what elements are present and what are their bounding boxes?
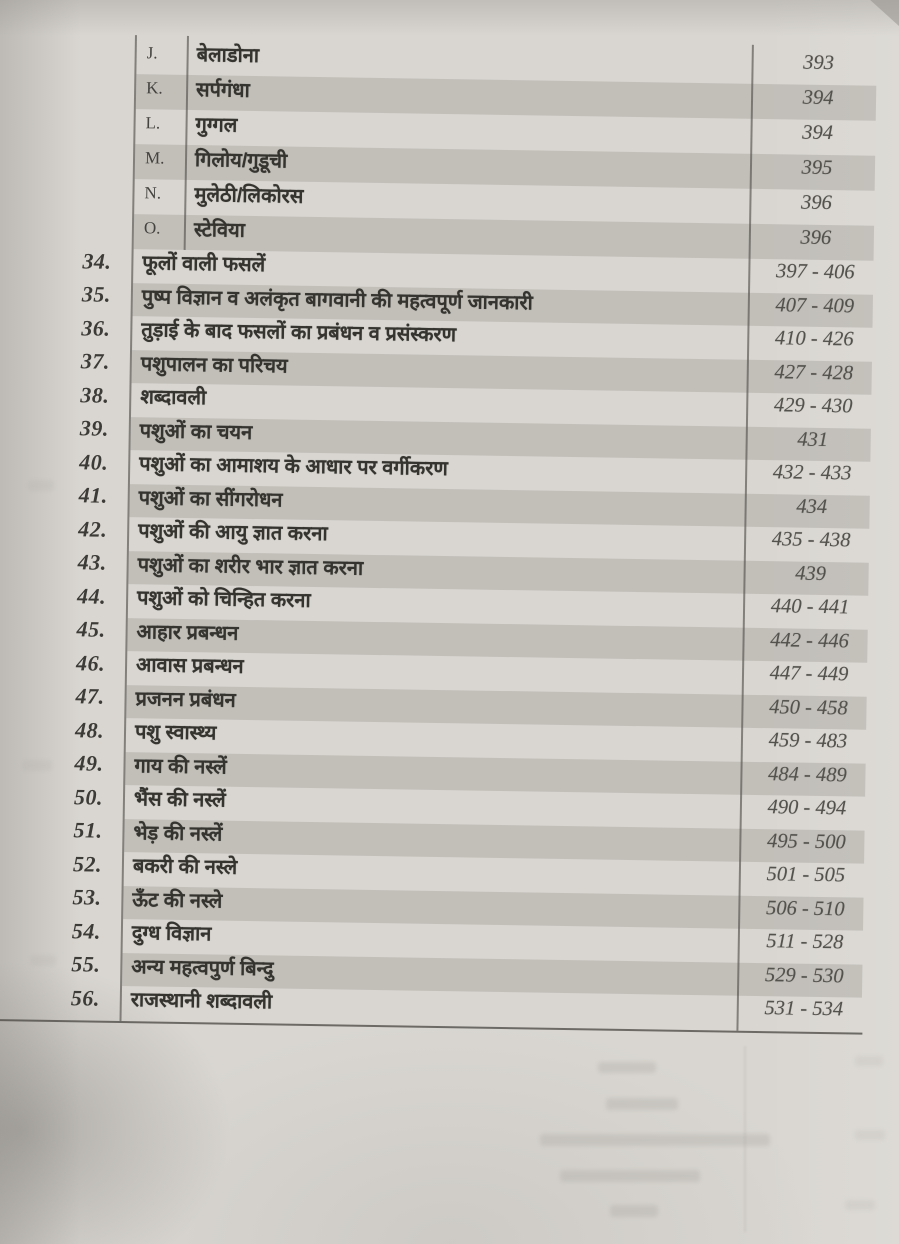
item-title: पशुओं का सींगरोधन	[138, 486, 283, 512]
item-pages: 501 - 505	[766, 863, 846, 887]
item-number: 45.	[76, 616, 106, 642]
item-pages: 432 - 433	[772, 461, 852, 485]
item-title: भेड़ की नस्लें	[133, 821, 223, 846]
bleed-through-mark	[855, 1056, 883, 1066]
item-number: 37.	[80, 348, 111, 375]
item-pages: 396	[800, 226, 832, 250]
toc-table	[0, 33, 899, 1027]
item-title: प्रजनन प्रबंधन	[135, 687, 236, 712]
item-pages: 434	[796, 495, 828, 518]
bleed-through-mark	[540, 1134, 770, 1146]
bleed-through-line	[744, 1046, 746, 1232]
item-letter: N.	[144, 182, 162, 203]
item-title: दुग्ध विज्ञान	[131, 922, 212, 946]
item-title: पशुओं का आमाशय के आधार पर वर्गीकरण	[139, 453, 448, 481]
item-pages: 529 - 530	[764, 963, 844, 988]
item-pages: 393	[803, 51, 835, 75]
item-pages: 431	[797, 428, 829, 451]
item-pages: 447 - 449	[769, 662, 849, 686]
toc-item-rows	[0, 243, 896, 1028]
bleed-through-mark	[560, 1170, 700, 1182]
item-number: 43.	[77, 549, 107, 575]
item-number: 42.	[78, 516, 108, 542]
page-corner-shadow	[863, 0, 899, 26]
item-letter: M.	[144, 147, 165, 168]
item-title: स्टेविया	[193, 219, 246, 242]
item-number: 54.	[71, 917, 102, 944]
bleed-through-mark	[28, 480, 54, 491]
item-pages: 427 - 428	[774, 360, 854, 385]
item-number: 49.	[74, 750, 104, 776]
item-letter: L.	[145, 112, 161, 133]
item-pages: 450 - 458	[769, 695, 848, 720]
item-pages: 429 - 430	[773, 394, 853, 418]
item-pages: 435 - 438	[771, 528, 851, 552]
item-number: 38.	[80, 382, 110, 408]
bleed-through-mark	[845, 1200, 875, 1210]
item-number: 56.	[70, 984, 101, 1011]
item-number: 47.	[75, 683, 105, 709]
item-title: पशु स्वास्थ्य	[134, 721, 217, 745]
item-title: आवास प्रबन्धन	[135, 654, 244, 679]
item-number: 51.	[73, 817, 103, 843]
item-number: 48.	[74, 717, 105, 743]
item-number: 55.	[71, 951, 101, 977]
item-title: फूलों वाली फसलें	[142, 252, 266, 277]
item-title: राजस्थानी शब्दावली	[130, 989, 273, 1014]
item-pages: 440 - 441	[770, 595, 850, 619]
item-number: 40.	[79, 449, 109, 475]
item-title: सर्पगंधा	[195, 79, 250, 102]
item-number: 41.	[78, 482, 108, 508]
item-number: 46.	[75, 650, 106, 676]
item-pages: 394	[801, 121, 834, 145]
bleed-through-mark	[30, 955, 56, 966]
bleed-through-mark	[598, 1062, 656, 1073]
item-pages: 459 - 483	[768, 729, 848, 753]
item-title: बकरी की नस्ले	[132, 855, 238, 880]
item-pages: 511 - 528	[766, 930, 844, 954]
item-pages: 442 - 446	[770, 628, 850, 653]
item-letter: K.	[146, 77, 163, 98]
item-number: 50.	[73, 784, 104, 810]
bleed-through-mark	[22, 760, 52, 771]
item-title: भैंस की नस्लें	[133, 788, 226, 812]
item-pages: 394	[802, 86, 834, 110]
bleed-through-mark	[606, 1098, 678, 1110]
item-title: गिलोय/गुडूची	[194, 149, 288, 173]
item-title: शब्दावली	[140, 386, 207, 410]
item-title: पशुओं का शरीर भार ज्ञात करना	[137, 553, 364, 580]
item-pages: 397 - 406	[775, 260, 855, 284]
item-title: आहार प्रबन्धन	[136, 620, 239, 645]
item-title: अन्य महत्वपुर्ण बिन्दु	[131, 955, 274, 981]
item-title: मुलेठी/लिकोरस	[194, 184, 304, 208]
item-number: 35.	[81, 281, 112, 308]
bleed-through-mark	[610, 1205, 658, 1217]
item-letter: O.	[143, 217, 161, 238]
item-title: बेलाडोना	[196, 44, 260, 68]
item-number: 44.	[76, 583, 107, 609]
item-title: पशुओं की आयु ज्ञात करना	[138, 520, 328, 546]
item-number: 34.	[82, 248, 112, 274]
item-pages: 410 - 426	[774, 327, 854, 351]
item-pages: 531 - 534	[764, 997, 844, 1021]
item-pages: 506 - 510	[765, 896, 845, 921]
item-number: 53.	[72, 884, 102, 910]
item-title: गाय की नस्लें	[134, 754, 227, 779]
item-pages: 395	[801, 156, 833, 180]
item-title: ऊँट की नस्ले	[132, 888, 223, 913]
item-number: 52.	[72, 851, 103, 877]
item-pages: 495 - 500	[766, 829, 846, 854]
item-pages: 490 - 494	[767, 796, 847, 820]
item-pages: 396	[800, 191, 832, 215]
item-title: गुग्गल	[195, 114, 238, 137]
item-number: 36.	[81, 315, 111, 341]
item-pages: 407 - 409	[775, 293, 855, 318]
item-pages: 439	[795, 562, 827, 585]
bleed-through-mark	[855, 1130, 885, 1140]
item-title: पुष्प विज्ञान व अलंकृत बागवानी की महत्वपूर्ण जानकारी	[141, 286, 533, 315]
item-pages: 484 - 489	[767, 762, 847, 787]
item-number: 39.	[79, 415, 109, 442]
item-title: पशुओं को चिन्हित करना	[136, 587, 311, 613]
item-title: तुड़ाई के बाद फसलों का प्रबंधन व प्रसंस्करण	[141, 319, 457, 347]
item-title: पशुपालन का परिचय	[140, 353, 288, 378]
item-title: पशुओं का चयन	[139, 419, 253, 444]
item-letter: J.	[146, 42, 158, 62]
